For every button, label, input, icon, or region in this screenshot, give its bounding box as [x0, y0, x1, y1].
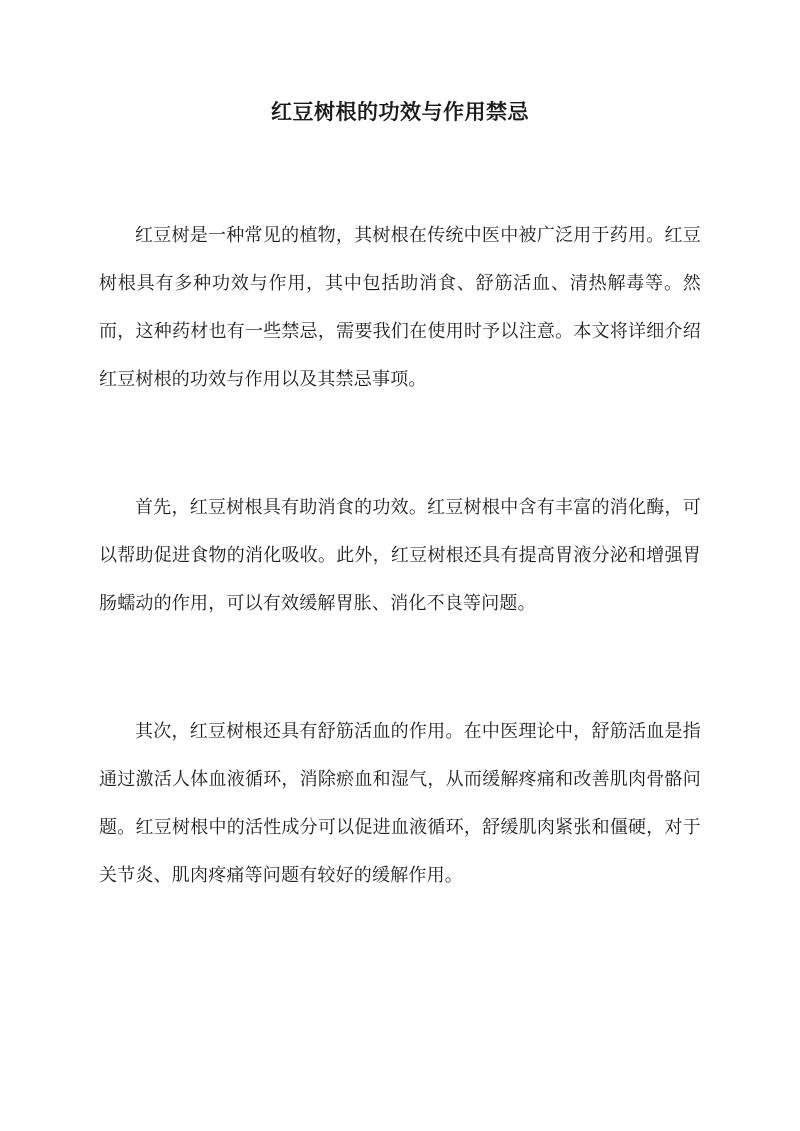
- paragraph-intro: 红豆树是一种常见的植物，其树根在传统中医中被广泛用于药用。红豆树根具有多种功效与作用，其中包括助消食、舒筋活血、清热解毒等。然而，这种药材也有一些禁忌，需要我们在使用时予以注意。本文将详细介绍红豆树根的功效与作用以及其禁忌事项。: [99, 225, 701, 390]
- document-body: [99, 212, 701, 980]
- paragraph-circulation: 其次，红豆树根还具有舒筋活血的作用。在中医理论中，舒筋活血是指通过激活人体血液循环，消除瘀血和湿气，从而缓解疼痛和改善肌肉骨骼问题。红豆树根中的活性成分可以促进血液循环，舒缓肌肉紧张和僵硬，对于关节炎、肌肉疼痛等问题有较好的缓解作用。: [99, 721, 701, 886]
- paragraph-digestion: 首先，红豆树根具有助消食的功效。红豆树根中含有丰富的消化酶，可以帮助促进食物的消化吸收。此外，红豆树根还具有提高胃液分泌和增强胃肠蠕动的作用，可以有效缓解胃胀、消化不良等问题。: [99, 497, 701, 614]
- document-title: 红豆树根的功效与作用禁忌: [271, 99, 529, 124]
